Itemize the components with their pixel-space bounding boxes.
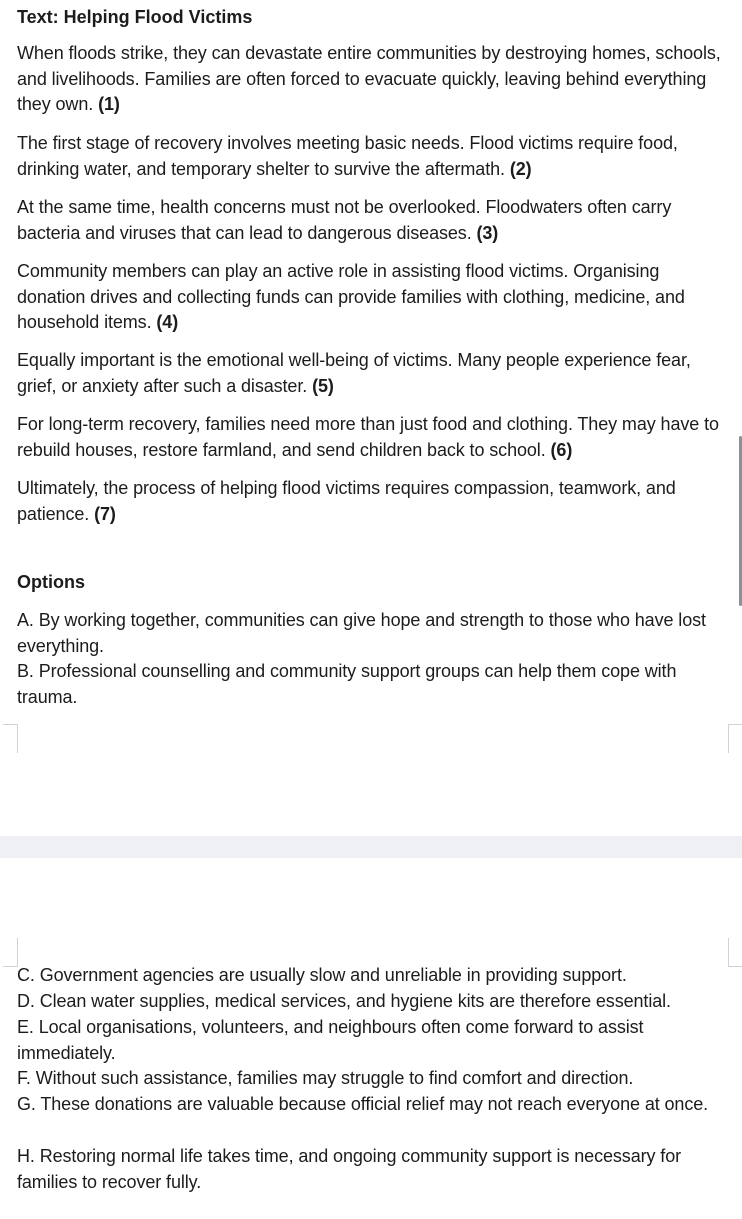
page-corner-mark bbox=[728, 724, 742, 753]
paragraph-3 bbox=[17, 195, 729, 246]
paragraph-5 bbox=[17, 348, 729, 399]
option-h: H. Restoring normal life takes time, and ongoing community support is necessary for families to recover fully. bbox=[17, 1146, 682, 1192]
option-g: G. These donations are valuable because official relief may not reach everyone at once. bbox=[17, 1094, 709, 1114]
page-break-gap bbox=[0, 836, 742, 858]
gap-number: (4) bbox=[156, 312, 179, 333]
page-corner-mark bbox=[3, 724, 18, 753]
option-c: C. Government agencies are usually slow and unreliable in providing support. bbox=[17, 965, 627, 985]
paragraph-7 bbox=[17, 476, 729, 527]
gap-number: (1) bbox=[98, 94, 120, 115]
paragraph-text: The first stage of recovery involves meeting basic needs. Flood victims require food, drinking water, and temporary shelter to survive the aftermath. bbox=[17, 133, 678, 179]
gap-number: (2) bbox=[509, 158, 532, 179]
page-corner-mark bbox=[3, 938, 18, 967]
paragraph-text: At the same time, health concerns must not be overlooked. Floodwaters often carry bacteria and viruses that can lead to dangerous diseases. bbox=[17, 197, 672, 243]
option-f: F. Without such assistance, families may struggle to find comfort and direction. bbox=[17, 1068, 634, 1088]
paragraph-4 bbox=[17, 259, 729, 336]
page-corner-mark bbox=[728, 938, 742, 967]
option-b: B. Professional counselling and community support groups can help them cope with trauma. bbox=[17, 661, 677, 707]
paragraph-text: For long-term recovery, families need more than just food and clothing. They may have to rebuild houses, restore farmland, and send children back to school. bbox=[17, 414, 719, 460]
gap-number: (5) bbox=[312, 375, 334, 396]
paragraph-text: When floods strike, they can devastate entire communities by destroying homes, schools, and livelihoods. Families are often forced to evacuate quickly, leaving behind everything they own. bbox=[17, 43, 721, 115]
paragraph-6 bbox=[17, 412, 729, 463]
document-page-2 bbox=[0, 858, 742, 1219]
paragraph-text: Ultimately, the process of helping flood victims requires compassion, teamwork, and patience. bbox=[17, 478, 676, 524]
document-title: Text: Helping Flood Victims bbox=[17, 7, 253, 27]
gap-number: (3) bbox=[476, 222, 499, 243]
paragraph-text: Equally important is the emotional well-being of victims. Many people experience fear, grief, or anxiety after such a disaster. bbox=[17, 350, 691, 396]
paragraph-2 bbox=[17, 131, 729, 182]
option-d: D. Clean water supplies, medical services, and hygiene kits are therefore essential. bbox=[17, 991, 671, 1011]
gap-number: (7) bbox=[94, 503, 116, 524]
option-e: E. Local organisations, volunteers, and neighbours often come forward to assist immediately. bbox=[17, 1017, 644, 1063]
paragraph-1 bbox=[17, 41, 729, 118]
options-heading: Options bbox=[17, 572, 85, 592]
paragraph-text: Community members can play an active role in assisting flood victims. Organising donation drives and collecting funds can provide families with clothing, medicine, and household items. bbox=[17, 261, 685, 333]
gap-number: (6) bbox=[550, 439, 573, 460]
option-a: A. By working together, communities can give hope and strength to those who have lost everything. bbox=[17, 610, 706, 656]
